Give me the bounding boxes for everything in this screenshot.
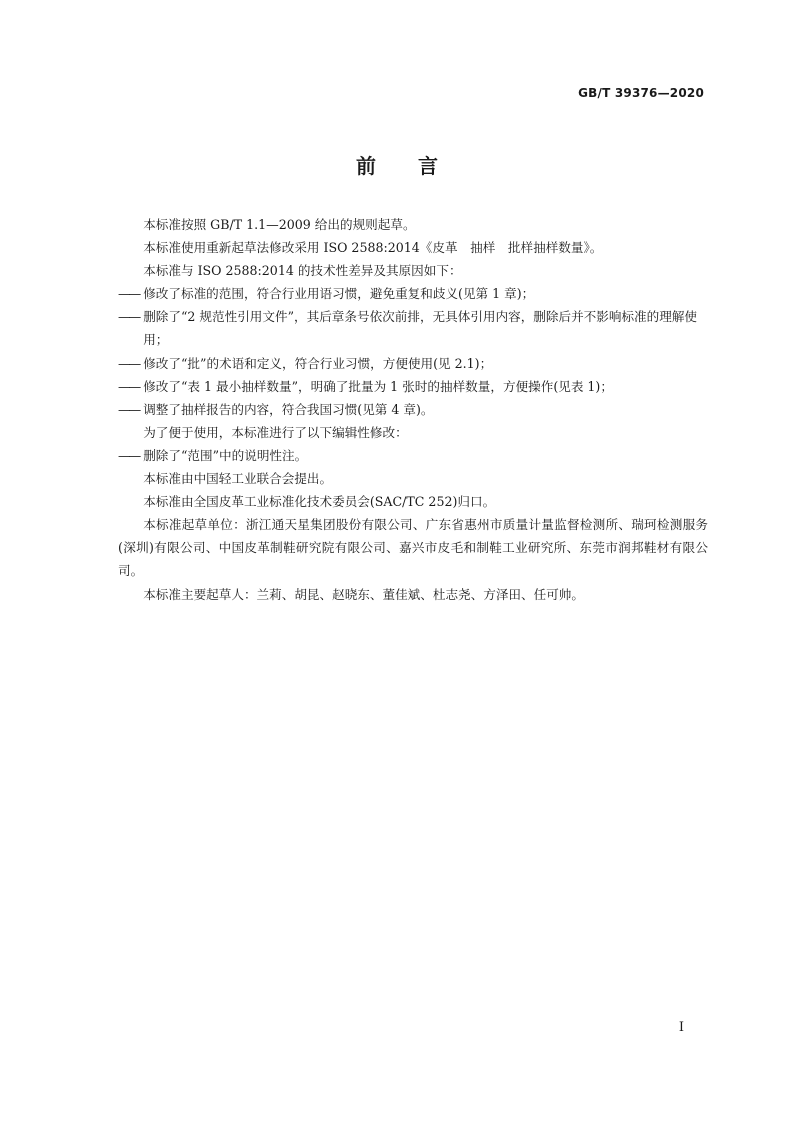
list-item-text: 调整了抽样报告的内容，符合我国习惯(见第 4 章)。 <box>143 401 434 417</box>
standard-code: GB/T 39376—2020 <box>578 86 704 100</box>
list-item <box>118 398 708 421</box>
dash-mark: —— <box>118 378 140 394</box>
dash-mark: —— <box>118 309 140 325</box>
list-item <box>118 375 708 398</box>
page-number: I <box>678 1020 684 1035</box>
paragraph-administered-by: 本标准由全国皮革工业标准化技术委员会(SAC/TC 252)归口。 <box>143 494 496 510</box>
dash-mark: —— <box>118 447 140 463</box>
dash-mark: —— <box>118 355 140 371</box>
paragraph-drafters: 本标准主要起草人：兰莉、胡昆、赵晓东、董佳斌、杜志尧、方泽田、任可帅。 <box>143 586 584 602</box>
foreword-body <box>118 213 708 606</box>
list-item-text: 删除了“2 规范性引用文件”，其后章条号依次前排，无具体引用内容，删除后并不影响标准的理解使用； <box>143 309 698 348</box>
list-item <box>118 352 708 375</box>
list-item-text: 修改了“批”的术语和定义，符合行业习惯，方便使用(见 2.1)； <box>143 355 493 371</box>
paragraph-differences-intro: 本标准与 ISO 2588:2014 的技术性差异及其原因如下： <box>143 263 462 279</box>
paragraph-editorial-intro: 为了便于使用，本标准进行了以下编辑性修改： <box>143 424 408 440</box>
list-item-text: 修改了“表 1 最小抽样数量”，明确了批量为 1 张时的抽样数量，方便操作(见表 1)； <box>143 378 613 394</box>
paragraph-adoption: 本标准使用重新起草法修改采用 ISO 2588:2014《皮革 抽样 批样抽样数量》。 <box>143 240 603 256</box>
dash-mark: —— <box>118 286 140 302</box>
list-item-text: 修改了标准的范围，符合行业用语习惯，避免重复和歧义(见第 1 章)； <box>143 286 535 302</box>
page-title: 前言 <box>356 154 480 178</box>
paragraph-drafting-units: 本标准起草单位：浙江通天星集团股份有限公司、广东省惠州市质量计量监督检测所、瑞珂检测服务(深圳)有限公司、中国皮革制鞋研究院有限公司、嘉兴市皮毛和制鞋工业研究所、东莞市润邦鞋材有限公司。 <box>118 517 708 579</box>
list-item <box>118 305 708 351</box>
list-item <box>118 444 708 467</box>
list-item-text: 删除了“范围”中的说明性注。 <box>143 447 308 463</box>
list-item <box>118 282 708 305</box>
paragraph-proposed-by: 本标准由中国轻工业联合会提出。 <box>143 471 333 487</box>
dash-mark: —— <box>118 401 140 417</box>
paragraph-drafting-rules: 本标准按照 GB/T 1.1—2009 给出的规则起草。 <box>143 217 416 232</box>
